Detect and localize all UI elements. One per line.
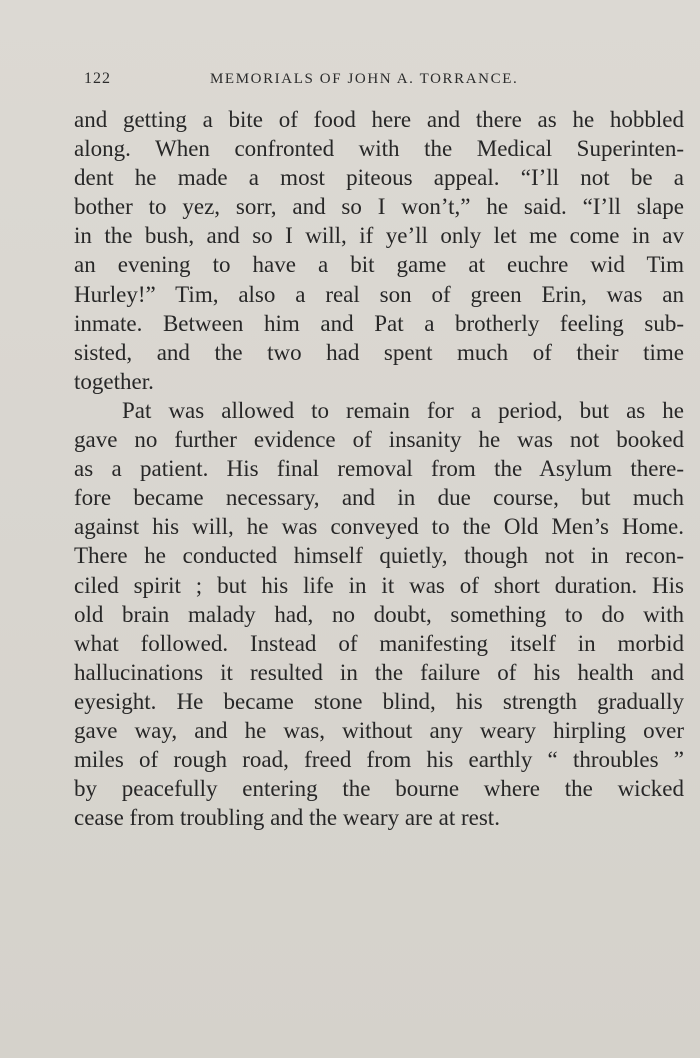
running-title: MEMORIALS OF JOHN A. TORRANCE.	[210, 71, 519, 87]
text-line: gave way, and he was, without any weary hirpling over	[74, 717, 684, 743]
text-line: as a patient. His final removal from the Asylum there-	[74, 456, 684, 482]
text-line: Pat was allowed to remain for a period, but as he	[122, 397, 684, 423]
text-line: cease from troubling and the weary are at rest.	[74, 805, 500, 831]
text-line: by peacefully entering the bourne where the wicked	[74, 776, 684, 802]
text-line: hallucinations it resulted in the failure of his health and	[74, 659, 684, 685]
text-line: ciled spirit ; but his life in it was of short duration. His	[74, 572, 684, 598]
text-line: dent he made a most piteous appeal. “I’ll not be a	[74, 165, 684, 191]
text-line: against his will, he was conveyed to the Old Men’s Home.	[74, 514, 684, 540]
text-line: eyesight. He became stone blind, his strength gradually	[74, 688, 684, 714]
text-line: gave no further evidence of insanity he was not booked	[74, 427, 684, 453]
text-line: Hurley!” Tim, also a real son of green Erin, was an	[74, 281, 684, 307]
body-text	[74, 105, 684, 832]
text-line: sisted, and the two had spent much of their time	[74, 339, 684, 365]
text-line: what followed. Instead of manifesting itself in morbid	[74, 630, 684, 656]
text-line: along. When confronted with the Medical Superinten-	[74, 136, 684, 162]
text-line: fore became necessary, and in due course, but much	[74, 485, 684, 511]
text-line: inmate. Between him and Pat a brotherly feeling sub-	[74, 310, 684, 336]
text-line: old brain malady had, no doubt, something to do with	[74, 601, 684, 627]
text-line: There he conducted himself quietly, though not in recon-	[74, 543, 684, 569]
text-line: bother to yez, sorr, and so I won’t,” he said. “I’ll slape	[74, 194, 684, 220]
text-line: an evening to have a bit game at euchre wid Tim	[74, 252, 684, 278]
text-line: and getting a bite of food here and there as he hobbled	[74, 107, 684, 132]
text-line: together.	[74, 368, 154, 394]
text-line: in the bush, and so I will, if ye’ll only let me come in av	[74, 223, 684, 249]
text-line: miles of rough road, freed from his earthly “ throubles ”	[74, 747, 684, 773]
page-number: 122	[84, 70, 111, 87]
running-head	[84, 70, 684, 92]
